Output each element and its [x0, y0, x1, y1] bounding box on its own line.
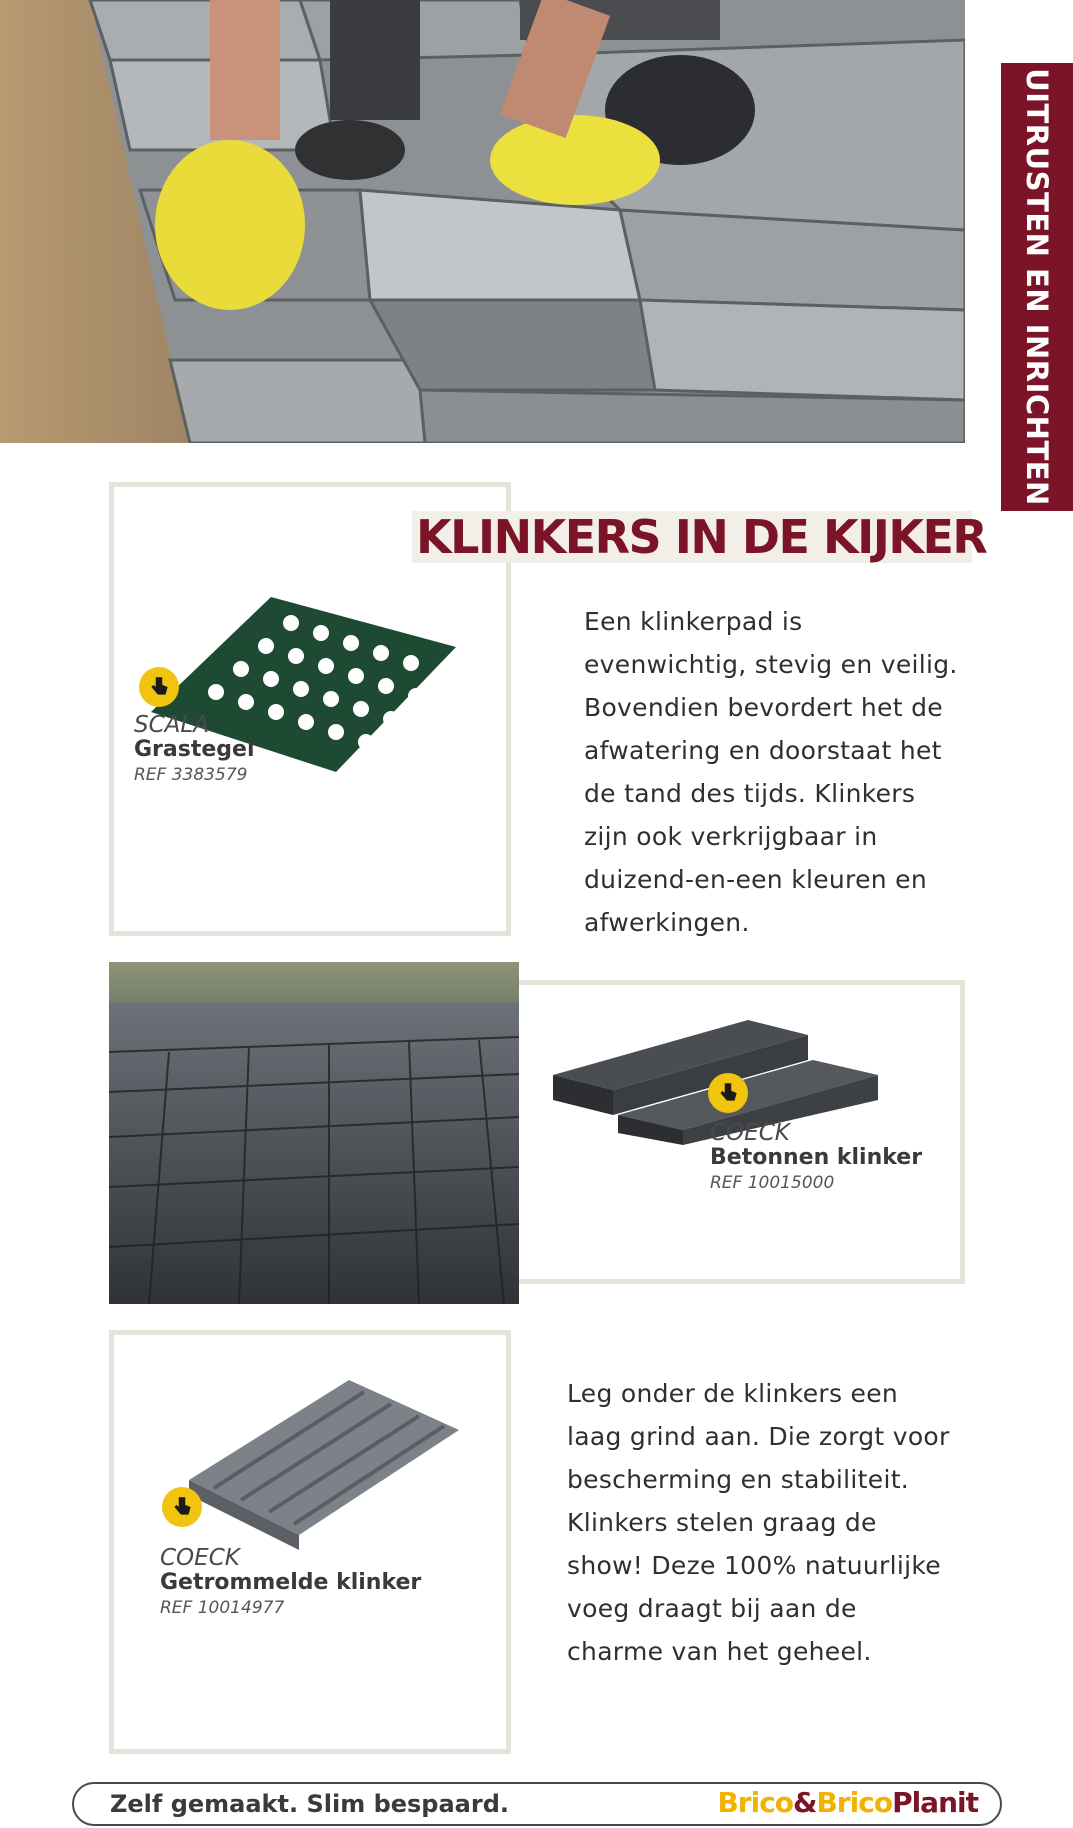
- product-card-coeck-tumbled: [109, 1330, 511, 1754]
- text-line: Klinkers stelen graag de: [567, 1508, 877, 1537]
- hand-pointer-icon[interactable]: [162, 1487, 202, 1527]
- text-line: de tand des tijds. Klinkers: [584, 779, 916, 808]
- brick-path-photo: [109, 962, 519, 1304]
- text-line: evenwichtig, stevig en veilig.: [584, 650, 958, 679]
- product-name: Getrommelde klinker: [160, 1570, 422, 1595]
- logo-text: Brico: [717, 1786, 794, 1819]
- page-title: KLINKERS IN DE KIJKER: [412, 511, 972, 563]
- side-tab-label: UITRUSTEN EN INRICHTEN: [1020, 68, 1054, 506]
- product-card-coeck-concrete: [503, 980, 965, 1284]
- intro-paragraph: [584, 600, 984, 944]
- product-name: Betonnen klinker: [710, 1145, 923, 1170]
- logo-text: &: [793, 1786, 817, 1819]
- brico-logo[interactable]: [717, 1786, 978, 1819]
- text-line: charme van het geheel.: [567, 1637, 872, 1666]
- gravel-paragraph: [567, 1372, 987, 1673]
- section-side-tab: [1001, 63, 1073, 511]
- product-brand: COECK: [160, 1545, 240, 1571]
- text-line: afwerkingen.: [584, 908, 750, 937]
- product-name: Grastegel: [134, 737, 255, 762]
- text-line: duizend-en-een kleuren en: [584, 865, 927, 894]
- text-line: Een klinkerpad is: [584, 607, 803, 636]
- logo-text: Brico: [816, 1786, 893, 1819]
- logo-text: Planit: [892, 1786, 978, 1819]
- product-ref: REF 3383579: [134, 765, 248, 785]
- text-line: zijn ook verkrijgbaar in: [584, 822, 878, 851]
- text-line: show! Deze 100% natuurlijke: [567, 1551, 941, 1580]
- hand-pointer-icon[interactable]: [708, 1073, 748, 1113]
- text-line: laag grind aan. Die zorgt voor: [567, 1422, 950, 1451]
- product-brand: SCALA: [134, 712, 209, 738]
- hand-pointer-icon[interactable]: [139, 667, 179, 707]
- text-line: bescherming en stabiliteit.: [567, 1465, 910, 1494]
- product-ref: REF 10014977: [160, 1598, 285, 1618]
- product-brand: COECK: [710, 1120, 790, 1146]
- text-line: Bovendien bevordert het de: [584, 693, 943, 722]
- text-line: Leg onder de klinkers een: [567, 1379, 899, 1408]
- footer-slogan: Zelf gemaakt. Slim bespaard.: [110, 1790, 510, 1818]
- text-line: voeg draagt bij aan de: [567, 1594, 857, 1623]
- footer-bar: [72, 1782, 1002, 1826]
- text-line: afwatering en doorstaat het: [584, 736, 942, 765]
- tumbled-paver-image: [169, 1360, 459, 1560]
- product-ref: REF 10015000: [710, 1173, 835, 1193]
- hero-paving-photo: [0, 0, 965, 443]
